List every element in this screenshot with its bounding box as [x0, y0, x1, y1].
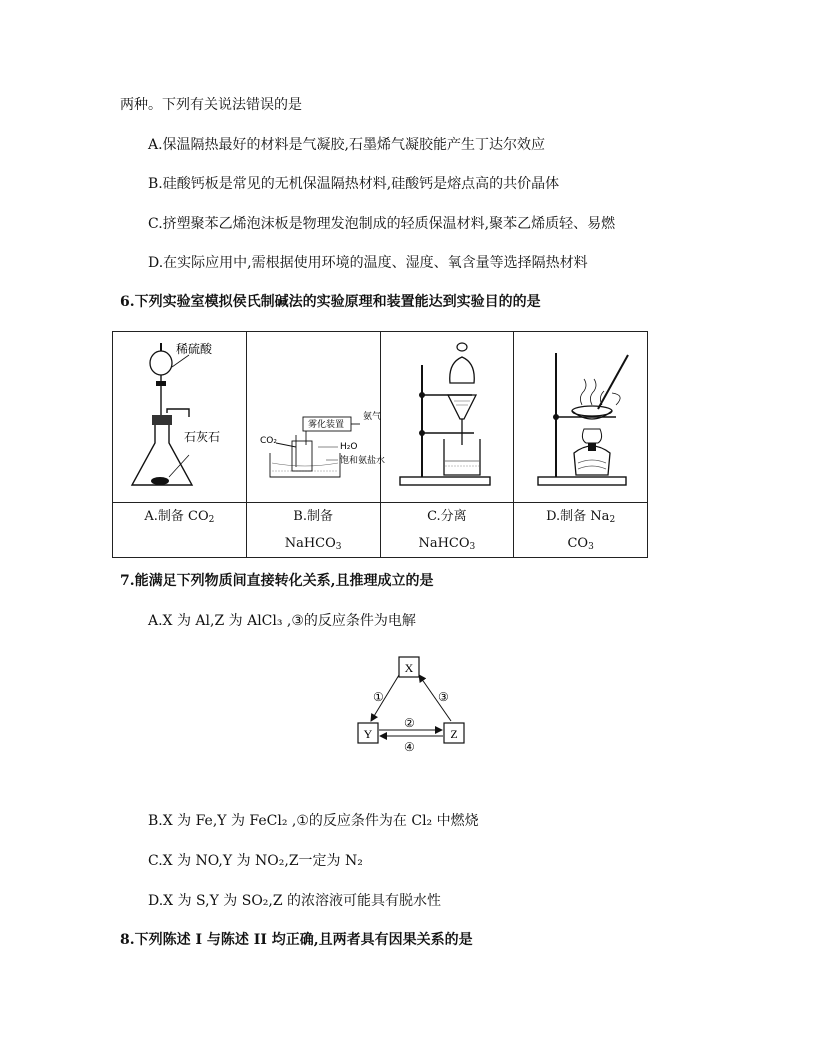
q7-option-c: C.X 为 NO,Y 为 NO₂,Z一定为 N₂ [148, 853, 363, 869]
q7-option-a: A.X 为 Al,Z 为 AlCl₃ ,③的反应条件为电解 [148, 613, 416, 629]
label-water: H₂O [340, 442, 358, 452]
q6-caption-d: D.制备 $Na_2$ $CO_3$ [514, 503, 648, 558]
q6-apparatus-table [112, 331, 648, 558]
q5-intro: 两种。下列有关说法错误的是 [120, 97, 302, 113]
label-co2: CO₂ [260, 436, 278, 446]
label-limestone: 石灰石 [184, 430, 221, 444]
q6-stem: 6.下列实验室模拟侯氏制碱法的实验原理和装置能达到实验目的的是 [120, 294, 541, 310]
node-z-label: Z [450, 727, 458, 741]
label-mist-device: 雾化装置 [308, 420, 345, 430]
label-ammonia: 氨气 [363, 412, 382, 422]
q7-conversion-diagram [355, 655, 467, 755]
label-r1: ① [373, 690, 384, 704]
q8-stem: 8.下列陈述 I 与陈述 II 均正确,且两者具有因果关系的是 [120, 932, 473, 948]
heating-setup-figure [516, 335, 646, 495]
q7-option-d: D.X 为 S,Y 为 SO₂,Z 的浓溶液可能具有脱水性 [148, 893, 442, 909]
q6-figure-c [380, 332, 514, 503]
q6-figure-b [246, 332, 386, 503]
bicarbonate-setup-figure [248, 335, 386, 495]
label-dilute-acid: 稀硫酸 [176, 342, 213, 356]
label-saturated-brine: 饱和氨盐水 [340, 456, 386, 466]
node-x-label: X [404, 661, 414, 675]
filtration-setup-figure [382, 335, 512, 495]
q5-option-a: A.保温隔热最好的材料是气凝胶,石墨烯气凝胶能产生丁达尔效应 [148, 137, 546, 153]
node-y-label: Y [363, 727, 373, 741]
q6-caption-b: B.制备 NaHCO$_3$ [246, 503, 380, 558]
q6-figure-d [514, 332, 648, 503]
q5-option-b: B.硅酸钙板是常见的无机保温隔热材料,硅酸钙是熔点高的共价晶体 [148, 176, 560, 192]
q5-option-d: D.在实际应用中,需根据使用环境的温度、湿度、氧含量等选择隔热材料 [148, 255, 588, 271]
q6-figure-a [113, 332, 247, 503]
co2-generator-figure [114, 335, 244, 495]
label-r3: ③ [438, 690, 449, 704]
q6-caption-c: C.分离 NaHCO$_3$ [380, 503, 514, 558]
label-r2: ② [404, 716, 415, 730]
q6-caption-a: A.制备 $CO_2$ [113, 503, 247, 558]
q5-option-c: C.挤塑聚苯乙烯泡沫板是物理发泡制成的轻质保温材料,聚苯乙烯质轻、易燃 [148, 216, 616, 232]
q7-option-b: B.X 为 Fe,Y 为 FeCl₂ ,①的反应条件为在 Cl₂ 中燃烧 [148, 813, 479, 829]
label-r4: ④ [404, 740, 415, 754]
q7-stem: 7.能满足下列物质间直接转化关系,且推理成立的是 [120, 573, 434, 589]
